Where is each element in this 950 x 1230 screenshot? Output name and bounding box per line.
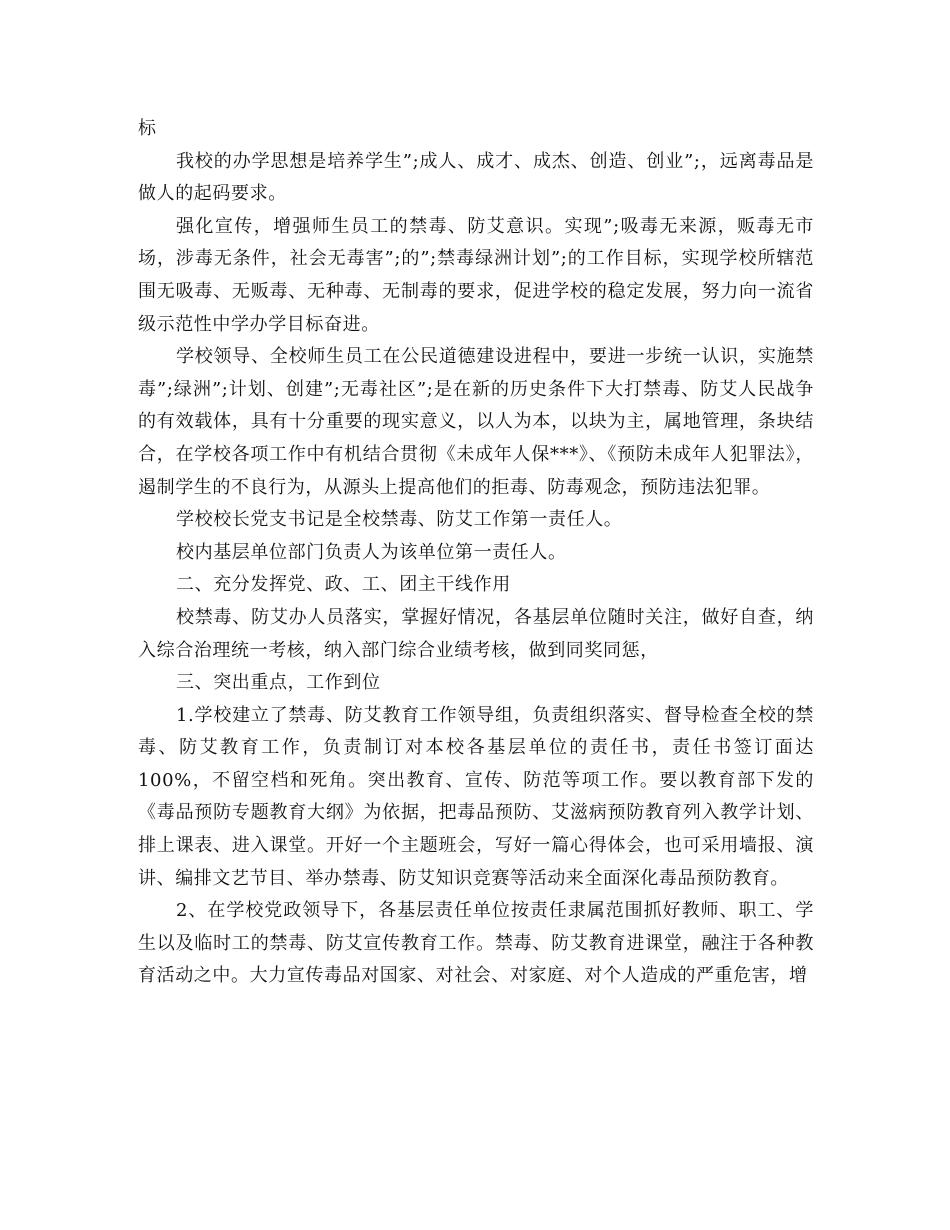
section-heading-three: 三、突出重点，工作到位 <box>176 672 381 694</box>
paragraph-office-staffing: 校禁毒、防艾办人员落实，掌握好情况，各基层单位随时关注，做好自查，纳入综合治理统一考核，纳入部门综合业绩考核，做到同奖同惩， <box>138 606 814 661</box>
section-heading-two: 二、充分发挥党、政、工、团主干线作用 <box>176 574 511 596</box>
document-body <box>138 113 814 993</box>
paragraph-heading-fragment: 标 <box>138 118 157 139</box>
paragraph-item-two: 2、在学校党政领导下，各基层责任单位按责任隶属范围抓好教师、职工、学生以及临时工的禁毒、防艾宣传教育工作。禁毒、防艾教育进课堂，融注于各种教育活动之中。大力宣传毒品对国家、对社会、对家庭、对个人造成的严重危害，增 <box>138 900 814 987</box>
paragraph-school-philosophy: 我校的办学思想是培养学生”;成人、成才、成杰、创造、创业”;，远离毒品是做人的起码要求。 <box>138 150 814 205</box>
paragraph-leadership-awareness: 学校领导、全校师生员工在公民道德建设进程中，要进一步统一认识，实施禁毒”;绿洲”;计划、创建”;无毒社区”;是在新的历史条件下大打禁毒、防艾人民战争的有效载体，具有十分重要的现实意义，以人为本，以块为主，属地管理，条块结合，在学校各项工作中有机结合贯彻《未成年人保***》、《预防未成年人犯罪法》，遏制学生的不良行为，从源头上提高他们的拒毒、防毒观念，预防违法犯罪。 <box>138 346 814 498</box>
paragraph-publicity-goals: 强化宣传，增强师生员工的禁毒、防艾意识。实现”;吸毒无来源，贩毒无市场，涉毒无条件，社会无毒害”;的”;禁毒绿洲计划”;的工作目标，实现学校所辖范围无吸毒、无贩毒、无种毒、无制毒的要求，促进学校的稳定发展，努力向一流省级示范性中学办学目标奋进。 <box>138 215 814 335</box>
paragraph-item-one: 1.学校建立了禁毒、防艾教育工作领导组，负责组织落实、督导检查全校的禁毒、防艾教育工作，负责制订对本校各基层单位的责任书，责任书签订面达100%，不留空档和死角。突出教育、宣传、防范等项工作。要以教育部下发的《毒品预防专题教育大纲》为依据，把毒品预防、艾滋病预防教育列入教学计划、排上课表、进入课堂。开好一个主题班会，写好一篇心得体会，也可采用墙报、演讲、编排文艺节目、举办禁毒、防艾知识竞赛等活动来全面深化毒品预防教育。 <box>138 704 814 889</box>
paragraph-unit-responsible: 校内基层单位部门负责人为该单位第一责任人。 <box>176 541 567 563</box>
paragraph-first-responsible: 学校校长党支书记是全校禁毒、防艾工作第一责任人。 <box>176 509 623 531</box>
